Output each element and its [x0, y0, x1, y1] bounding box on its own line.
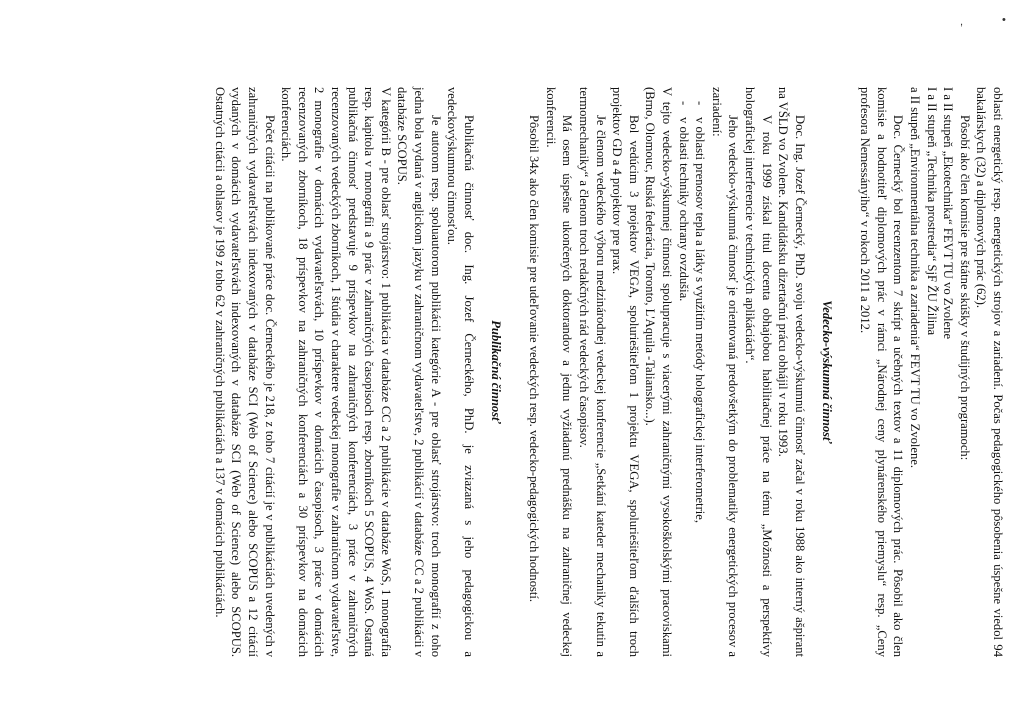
paragraph: V roku 1999 získal titul docenta obhajobou habilitačnej práce na tému „Možnosti a perspektívy holografickej interferencie v technických aplikáciách“. — [743, 87, 774, 657]
research-list — [675, 87, 708, 657]
paragraph: Je autorom resp. spoluautorom publikácii kategórie A - pre oblasť strojárstvo: troch monografií z toho jedna bola vydaná v anglickom jazyku v zahraničnom vydavateľstve, 2 publikácií v databáze CC a 2 publikácii v databáze SCOPUS. — [395, 87, 443, 657]
list-item: - v oblasti prenosov tepla a látky s využitím metódy holografickej interferometrie, — [692, 117, 709, 657]
paragraph: Pôsobí ako člen komisie pre štátne skúšky v študijných programoch: — [957, 115, 972, 461]
paragraph: Jeho vedecko-výskumná činnosť je orientovaná predovšetkým do problematiky energetických procesov a zariadení: — [709, 87, 741, 657]
paragraph: I a II stupeň „Ekotechnika“ FEVT TU vo Zvolene — [941, 87, 956, 340]
paragraph: Počet citácii na publikované práce doc. Černeckého je 218, z toho 7 citácií je v publikáciách uvedených v zahraničných vydavateľstvách indexovaných v databáze SCI (Web of Science) alebo SCOPUS a 12 citácií vydaných v domácich vydavateľstvách indexovaných v databáze SCI (Web of Science) alebo SCOPUS. Ostatných citácii a ohlasov je 199 z toho 62 v zahraničných publikáciách a 137 v domácich publikáciách. — [212, 87, 277, 657]
document-page — [0, 7, 1024, 717]
paragraph: V tejto vedecko-výskumnej činnosti spolupracuje s viacerými zahraničnými vysokoškolskými pracoviskami (Brno, Olomouc, Ruská federácia, Toronto, L'Aquila -Taliansko...). — [643, 87, 675, 657]
scan-mark: , — [960, 16, 964, 28]
section-heading-research: Vedecko-výskumná činnosť — [819, 300, 834, 444]
paragraph: a II stupeň „Environmentálna technika a zariadenia“ FEVT TU vo Zvolene. — [907, 87, 922, 469]
section-heading-publications: Publikačná činnosť — [488, 320, 503, 424]
paragraph: Bol vedúcim 3 projektov VEGA, spoluriešiteľom 1 projektu VEGA, spoluriešiteľom ďalších troch projektov GD a 4 projektov pre prax. — [610, 87, 641, 657]
paragraph: I a II stupeň „Technika prostredia“ SjF ŽU Žilina — [924, 87, 939, 336]
paragraph: Pôsobil 34x ako člen komisie pre udeľovanie vedeckých resp. vedecko-pedagogických hodností. — [527, 115, 542, 603]
paragraph: Publikačná činnosť doc. Ing. Jozef Černeckého, PhD. je zviazaná s jeho pedagogickou a vedeckovýskumnou činnosťou. — [445, 87, 476, 657]
paragraph: Doc. Ing. Jozef Černecký, PhD. svoju vedecko-výskumnú činnosť začal v roku 1988 ako interný ašpirant na VŠLD vo Zvolene. Kandidátsku dizertačnú prácu obhájil v roku 1993. — [776, 87, 807, 657]
paragraph: oblasti energetický resp. energetických strojov a zariadení. Počas pedagogického pôsobenia úspešne viedol 94 bakalárskych (32) a diplomových prác (62). — [974, 87, 1005, 657]
paragraph: Doc. Černecký bol recenzentom 7 skrípt a učebných textov a 11 diplomových prác. Pôsobil ako člen komisie a hodnotiteľ diplomových prác v rámci „Národnej ceny plynárenského priemyslu“ resp. „Ceny profesora Nemessányiho“ v rokoch 2011 a 2012. — [858, 87, 906, 657]
scan-dot: • — [1002, 14, 1006, 26]
list-item: - v oblasti techniky ochrany ovzdušia. — [675, 117, 692, 657]
paragraph: Má osem úspešne ukončených doktorandov a jednu vyžiadanú prednášku na zahraničnej vedeckej konferencii. — [543, 87, 575, 657]
paragraph: Je členom vedeckého výboru medzinárodnej vedeckej konferencie „Setkání kateder mechaniky tekutin a termomechaniky“ a členom troch redakčných rád vedeckých časopisov. — [576, 87, 608, 657]
paragraph: V kategórii B - pre oblasť strojárstvo: 1 publikácia v databáze CC a 2 publikácie v databáze WoS, 1 monografia resp. kapitola v monografii a 9 prác v zahraničných časopisoch resp. zborníkoch 5 SCOPUS, 4 WoS. Ostatná publikačná činnosť predstavuje 9 príspevkov na zahraničných konferenciách, 3 práce v zahraničných recenzovaných vedeckých zborníkoch, 1 štúdia v charaktere vedeckej monografie v zahraničnom vydavateľstve, 2 monografie v domácich vydavateľstvách, 10 príspevkov v domácich časopisoch, 3 práce v domácich recenzovaných zborníkoch, 18 príspevkov na zahraničných konferenciách a 30 príspevkov na domácich konferenciách. — [279, 87, 393, 657]
